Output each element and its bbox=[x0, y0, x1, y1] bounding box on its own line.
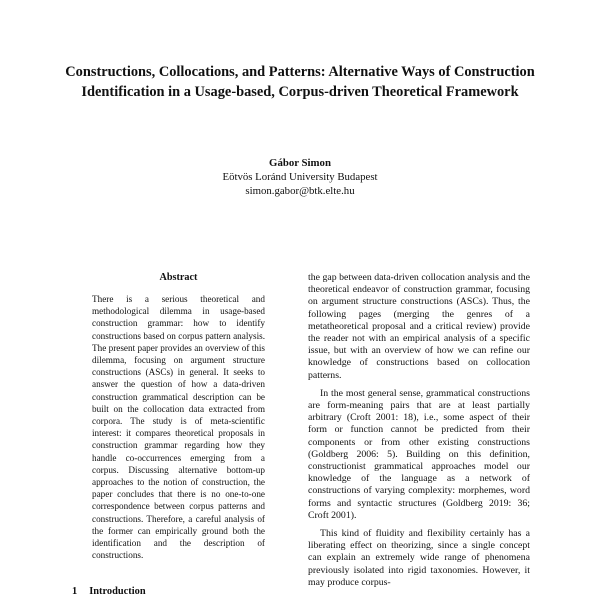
author-email: simon.gabor@btk.elte.hu bbox=[245, 185, 355, 197]
section-number: 1 bbox=[72, 586, 78, 597]
author-block bbox=[150, 156, 450, 198]
section-heading-introduction bbox=[72, 586, 146, 597]
abstract-heading: Abstract bbox=[159, 272, 198, 283]
body-paragraph: the gap between data-driven collocation analysis and the theoretical endeavor of construction grammar, focusing on argument structure constructions (ASCs). Thus, the following pages (merging the genres of a metatheoretical proposal and a critical review) provide the reader not with an empirical analysis of a specific issue, but with an overview of how we can refine our knowledge of constructions based on collocation patterns. bbox=[308, 272, 530, 381]
author-name: Gábor Simon bbox=[269, 157, 331, 169]
abstract-text: There is a serious theoretical and methodological dilemma in usage-based construction grammar: how to identify constructions based on corpus pattern analysis. The present paper provides an overview of this dilemma, focusing on argument structure constructions (ASCs) in general. It seeks to answer the question of how a data-driven construction grammatical description can be built on the collocation data extracted from corpora. The study is of meta-scientific interest: it compares theoretical proposals in construction grammar regarding how they handle co-occurrences emerging from a corpus. Discussing alternative bottom-up approaches to the notion of construction, the paper concludes that there is no one-to-one correspondence between corpus patterns and constructions. Therefore, a careful analysis of the former can empirically ground both the identification and the description of constructions. bbox=[92, 294, 265, 561]
body-paragraph: In the most general sense, grammatical constructions are form-meaning pairs that are at least partially arbitrary (Croft 2001: 18), i.e., some aspect of their form or function cannot be predicted from their components or from other existing constructions (Goldberg 2006: 5). Building on this definition, constructionist grammatical approaches model our knowledge of the language as a network of constructions of varying complexity: morphemes, word forms and syntactic structures (Goldberg 2019: 36; Croft 2001). bbox=[308, 387, 530, 521]
body-paragraph: This kind of fluidity and flexibility certainly has a liberating effect on theorizing, since a single concept can explain an extremely wide range of phenomena previously isolated into rigid taxonomies. However, it may produce corpus- bbox=[308, 528, 530, 588]
paper-title: Constructions, Collocations, and Patterns: Alternative Ways of Construction Identification in a Usage-based, Corpus-driven Theoretical Framework bbox=[65, 64, 535, 100]
section-title: Introduction bbox=[89, 586, 146, 597]
abstract-column bbox=[92, 272, 265, 561]
body-column-right bbox=[308, 272, 530, 589]
author-affiliation: Eötvös Loránd University Budapest bbox=[222, 171, 378, 183]
